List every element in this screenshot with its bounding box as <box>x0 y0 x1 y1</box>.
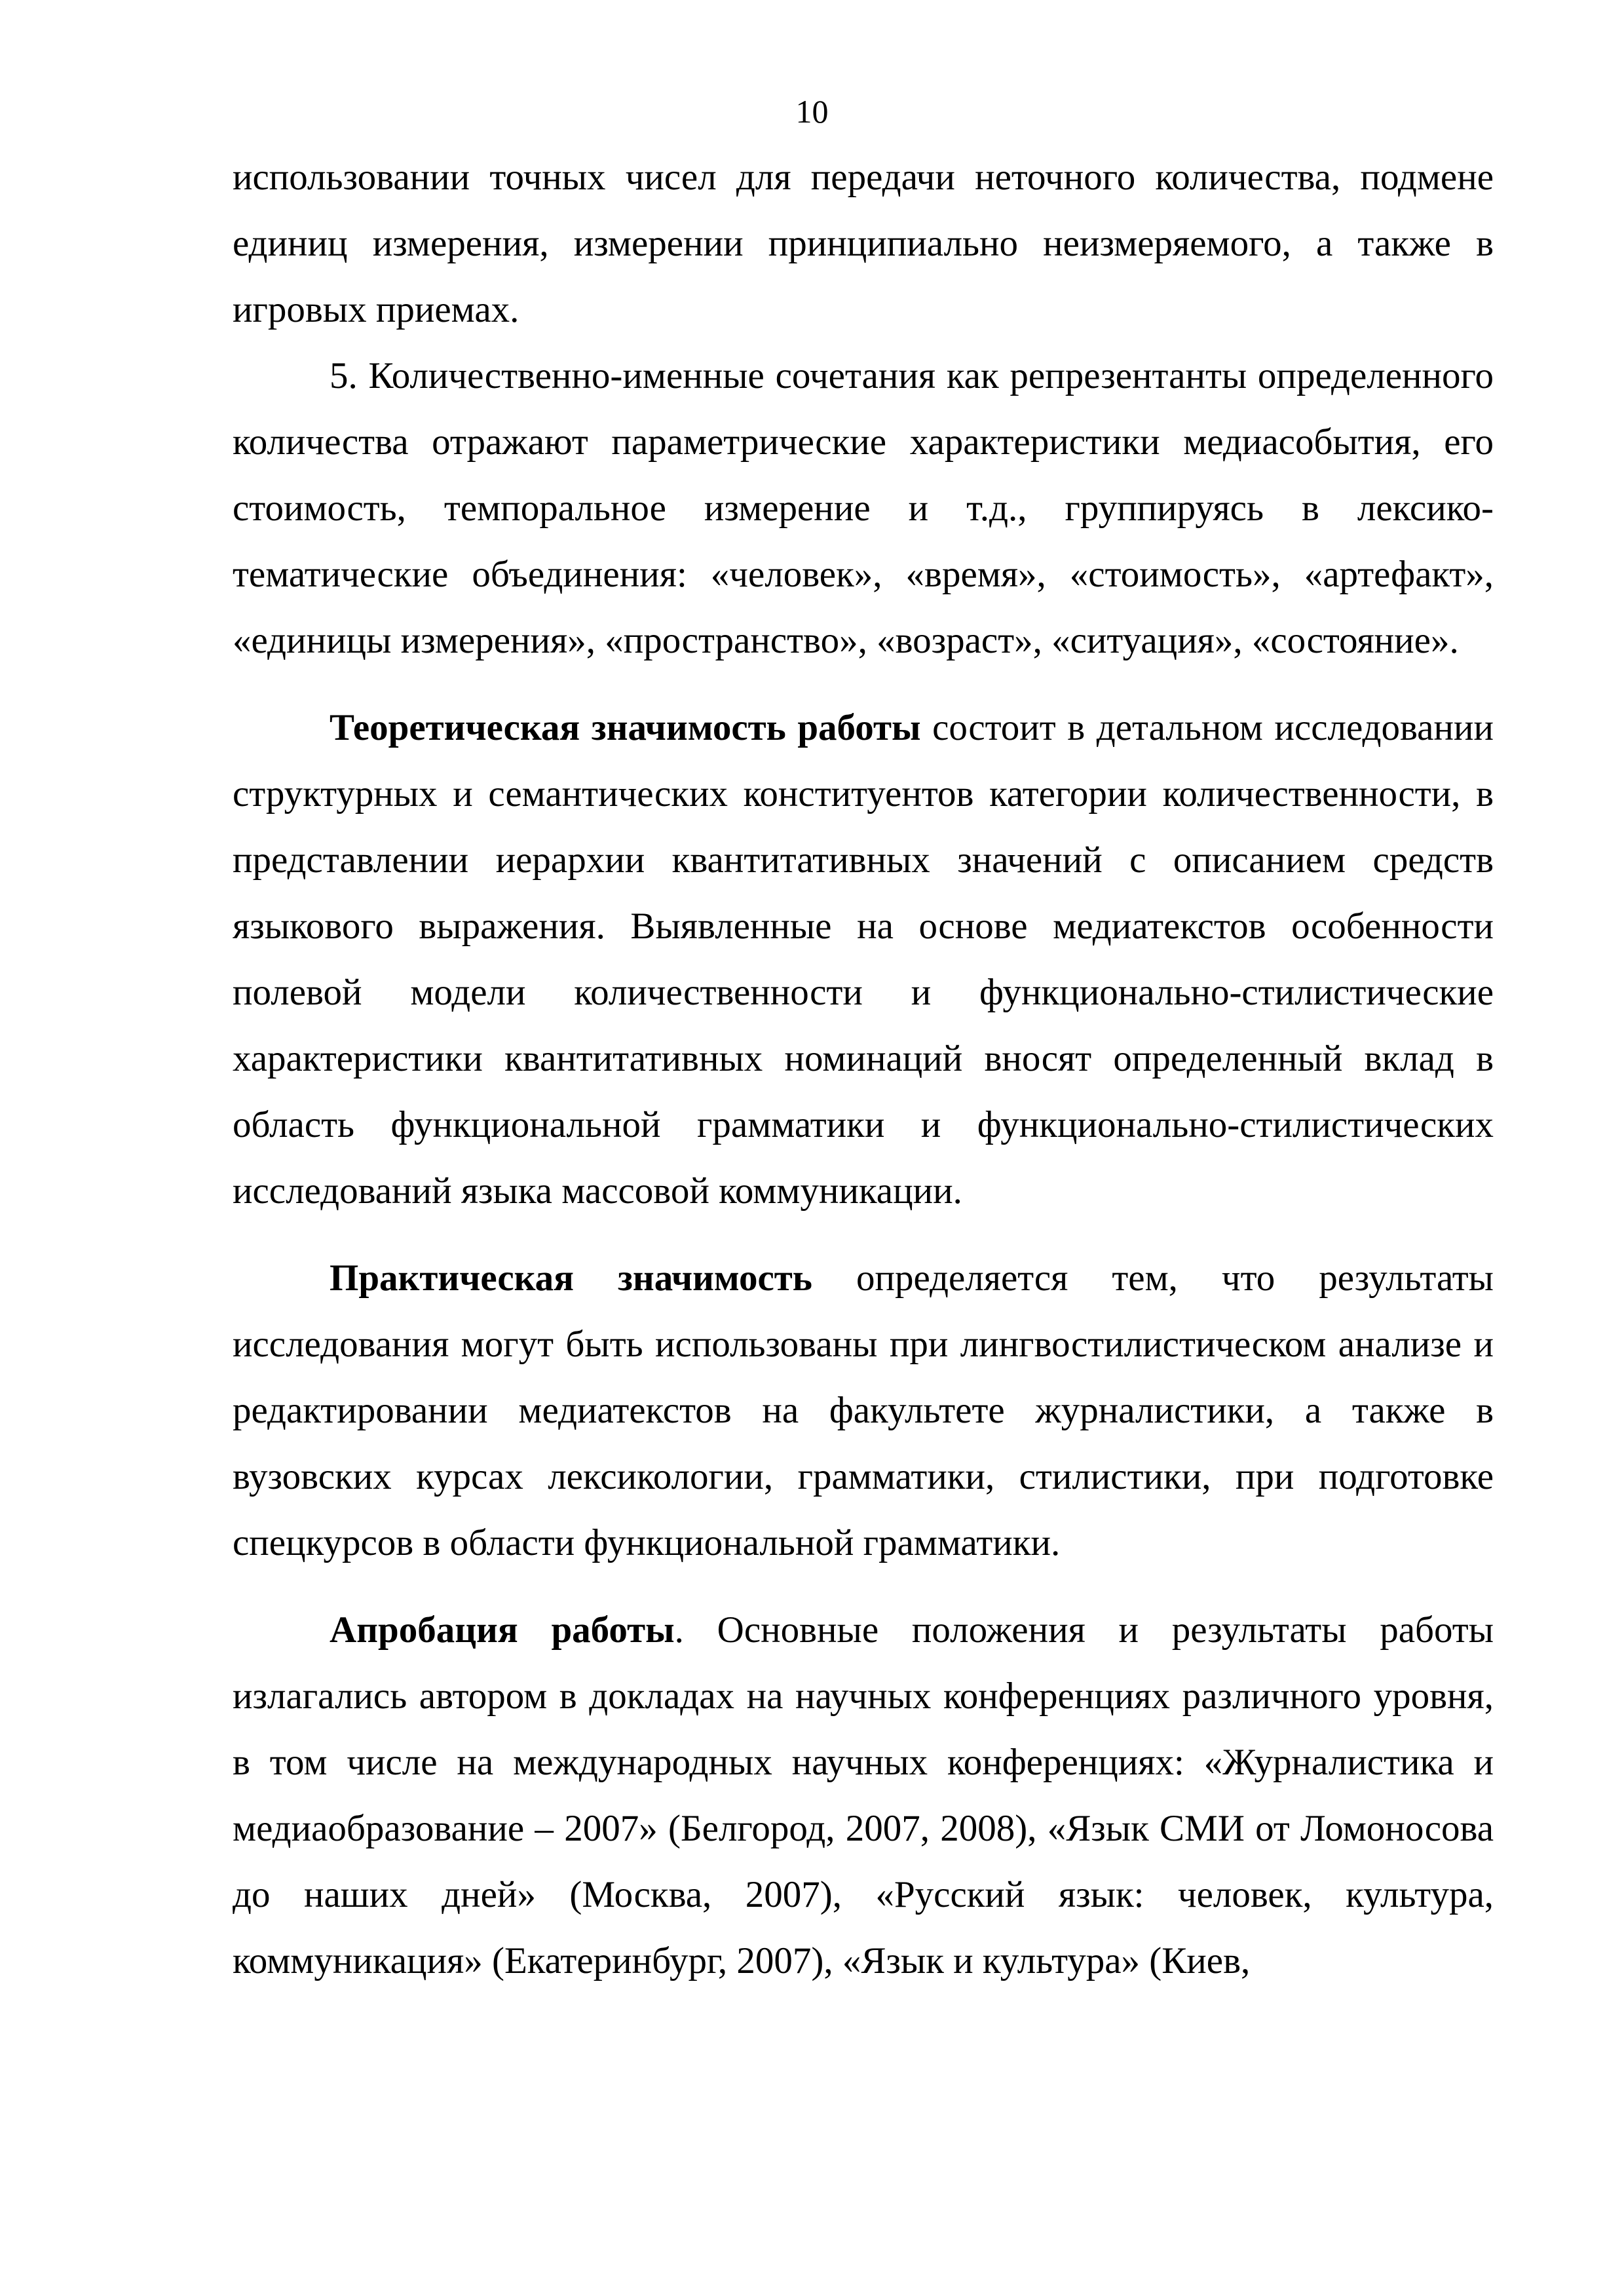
paragraph-approbation <box>233 1597 1494 1994</box>
paragraph-conclusion-5: 5. Количественно-именные сочетания как репрезентанты определенного количества отражают параметрические характеристики медиасобытия, его стоимость, темпоральное измерение и т.д., группируясь в лексико-тематические объединения: «человек», «время», «стоимость», «артефакт», «единицы измерения», «пространство», «возраст», «ситуация», «состояние». <box>233 355 1494 661</box>
paragraph-continuation: использовании точных чисел для передачи неточного количества, подмене единиц измерения, измерении принципиально неизмеряемого, а также в игровых приемах. <box>233 157 1494 330</box>
heading-theoretical-significance: Теоретическая значимость работы <box>330 707 921 748</box>
heading-approbation: Апробация работы <box>330 1609 675 1651</box>
page-number: 10 <box>795 93 829 130</box>
paragraph-theoretical-significance <box>233 695 1494 1224</box>
paragraph-practical-significance <box>233 1245 1494 1576</box>
text-practical-significance: определяется тем, что результаты исследования могут быть использованы при лингвостилистическом анализе и редактировании медиатекстов на факультете журналистики, а также в вузовских курсах лексикологии, грамматики, стилистики, при подготовке спецкурсов в области функциональной грамматики. <box>233 1257 1494 1563</box>
heading-practical-significance: Практическая значимость <box>330 1257 812 1299</box>
document-body <box>233 144 1494 1994</box>
text-theoretical-significance: состоит в детальном исследовании структурных и семантических конституентов категории количественности, в представлении иерархии квантитативных значений с описанием средств языкового выражения. Выявленные на основе медиатекстов особенности полевой модели количественности и функционально-стилистические характеристики квантитативных номинаций вносят определенный вклад в область функциональной грамматики и функционально-стилистических исследований языка массовой коммуникации. <box>233 707 1494 1212</box>
text-approbation: . Основные положения и результаты работы излагались автором в докладах на научных конференциях различного уровня, в том числе на международных научных конференциях: «Журналистика и медиаобразование – 2007» (Белгород, 2007, 2008), «Язык СМИ от Ломоносова до наших дней» (Москва, 2007), «Русский язык: человек, культура, коммуникация» (Екатеринбург, 2007), «Язык и культура» (Киев, <box>233 1609 1494 1981</box>
